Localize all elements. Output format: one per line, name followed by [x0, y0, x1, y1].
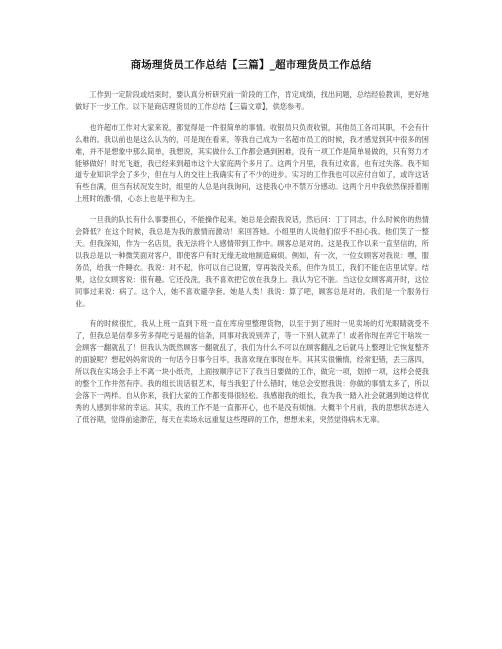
paragraph-busy-days: 有的时候很忙，我从上班一直到下班一直在库房里整理货物，以至于到了班时一见卖场的灯光眼睛就受不了，但我总是信奉多劳多得吃亏是福的信条，同事对我说别弄了，等一下别人就弄了！或者你现在弄它干啥埃一会顾客一翻就乱了！但我认为既然顾客一翻就乱了，我们为什么不可以在顾客翻乱之后就马上整理让它恢复整齐的面貌呢？想起妈妈常说的一句话今日事今日毕，我喜欢现在事现在毕。其其实很懒惰，经常犯错，丢三落四，所以我在实场会手上不离一块小纸壳，上面按顺序记下了我当日要做的工作，做完一项，划掉一项，这样会使我的整个工作井然有序。我的组长说话很艺术，每当我犯了什么错时，她总会安慰我说：你做的事情太多了，所以会落下一两样。自从你来，我们大家的工作都变得很轻松。我感谢我的组长，我为我一踏入社会就遇到她这样优秀的人感到非常的幸运。其实，我的工作不是一直都开心，也不是没有烦恼。大概半个月前，我的思想状态进入了低谷期，觉得前途渺茫，每天在卖场永远重复这些理碎的工作，想想未来，突然觉得病木无辜。 [75, 319, 429, 424]
document-body [75, 89, 429, 435]
paragraph-supermarket-work: 也许超市工作对大家来说，都觉得是一件很简单的事情。收银员只负责收银，其他员工各司其职，不会有什么难的。我以前也是这么认为的，可是现在看来，等我自己成为一名超市员工的时候，我才感觉到其中很多的困难，并不是想象中那么简单，我想说，其实做什么工作都会遇到困难，没有一项工作是简单易做的，只有努力才能够做好！时光飞逝，我已经来到超市这个大家庭两个多月了。这两个月里，我有过欢喜，也有过失落。我不知道专业知识学会了多少，但在与人的交往上我确实有了不少的进步。实习的工作我也可以应付自如了，或许这话有些自满，但当有状况发生时，组里的人总是向我询问，这使我心中不禁万分感动。这两个月中我依然保持着刚上班时的激-情，心态上也是平和为主。 [75, 122, 429, 204]
paragraph-intro: 工作到一定阶段或结束时，要认真分析研究前一阶段的工作，肯定成绩，找出问题，总结经验教训，更好地做好下一步工作。以下是商店理货员的工作总结【三篇文章】，供您参考。 [75, 90, 429, 111]
document-title: 商场理货员工作总结【三篇】_超市理货员工作总结 [130, 59, 372, 71]
paragraph-customer-service: 一旦我的队长有什么事要担心，不能操作起来，她总是会跟我说话，然后问：丁丁同志，什么时候你的热情会降低？在这个时候，我总是为我的激情而激动！来回答她。小组里的人说他们似乎不担心我。他们笑了一整天。但我深知，作为一名店员，我无法将个人感情带到工作中。顾客总是对的。这是我工作以来一直坚信的，所以我总是以一种微笑面对客户，即使客户有时无缘无故地制造麻烦。例如，有一次，一位女顾客对我说：嘿，服务员，给我一件睡衣。我说：对不起，你可以自己设置，穿再装没关系，但作为员工，我们不能在店里试穿。结果，这位女顾客说：很有趣。它还没洗，我不喜欢把它放在我身上。我认为它不脏。当这位女顾客离开时，这位同事过来说：病了。这个人，她不喜欢避孕套。她是人类！我说：算了吧，顾客总是对的。我们是一个服务行业。 [75, 215, 429, 308]
